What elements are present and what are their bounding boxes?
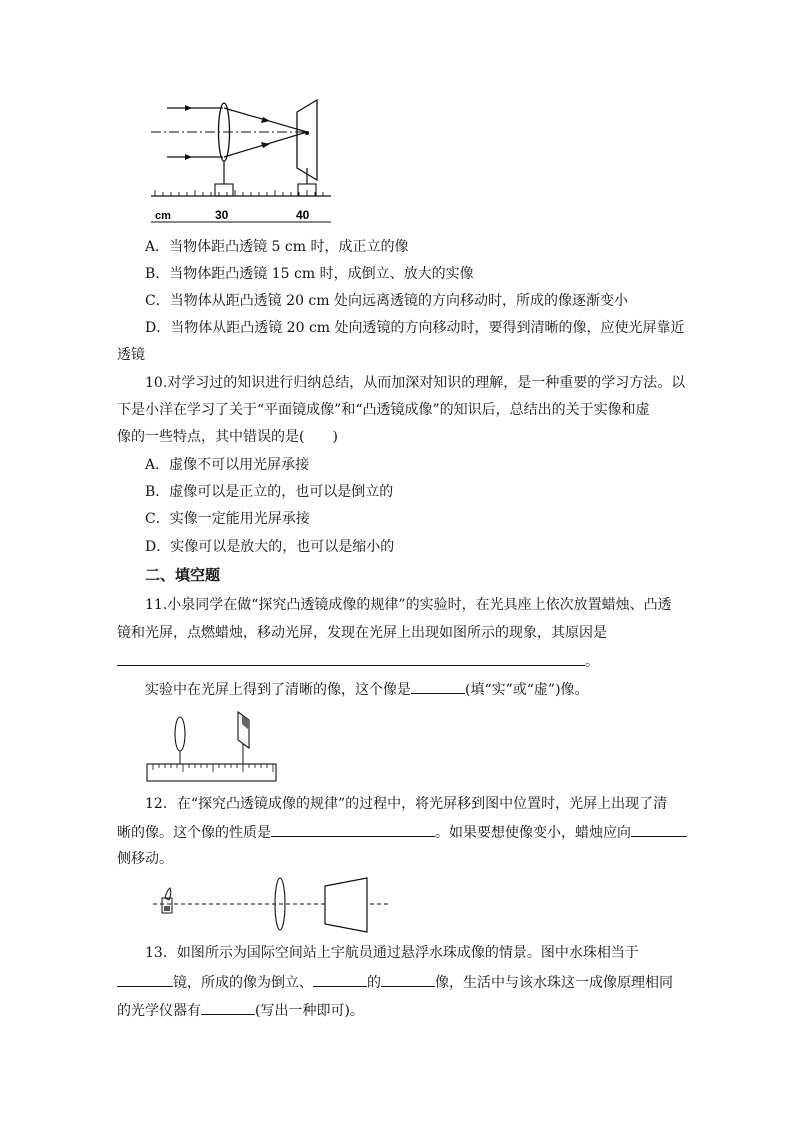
q10-stem-line3: 像的一些特点，其中错误的是( ) [117,429,338,445]
q13-stem-line2: 镜，所成的像为倒立、 的 像，生活中与该水珠这一成像原理相同 [117,971,673,993]
q13-lens-type-blank[interactable] [117,971,173,987]
q12-image-property-blank[interactable] [271,821,435,837]
q13-size-blank[interactable] [313,971,367,987]
q11-stem-line4: 实验中在光屏上得到了清晰的像，这个像是 (填“实”或“虚”)像。 [145,678,589,700]
q13-instrument-blank[interactable] [201,999,255,1015]
q10-option-d: D．实像可以是放大的，也可以是缩小的 [145,539,395,555]
q12-stem-line2: 晰的像。这个像的性质是 。如果要想使像变小，蜡烛应向 [117,821,687,843]
q9-option-a: A．当物体距凸透镜 5 cm 时，成正立的像 [145,239,409,255]
q13-stem-line3: 的光学仪器有 (写出一种即可)。 [117,999,364,1021]
q10-option-c: C．实像一定能用光屏承接 [145,511,310,527]
q10-stem-line2: 下是小洋在学习了关于“平面镜成像”和“凸透镜成像”的知识后，总结出的关于实像和虚 [117,402,650,418]
q13-stem-line1: 13．如图所示为国际空间站上宇航员通过悬浮水珠成像的情景。图中水珠相当于 [145,945,639,961]
q10-option-b: B．虚像可以是正立的，也可以是倒立的 [145,484,394,500]
candle-lens-screen-axis-figure [145,874,395,936]
ruler-unit-label: cm [155,210,171,222]
q11-image-type-blank[interactable] [411,678,465,694]
q12-stem-line1: 12．在“探究凸透镜成像的规律”的过程中，将光屏移到图中位置时，光屏上出现了清 [145,796,668,812]
ruler-tick-40: 40 [296,208,310,222]
q9-option-d-cont: 透镜 [117,347,145,363]
q11-stem-line2: 镜和光屏，点燃蜡烛，移动光屏，发现在光屏上出现如图所示的现象，其原因是 [117,625,607,641]
q9-option-d: D．当物体从距凸透镜 20 cm 处向透镜的方向移动时，要得到清晰的像，应使光屏靠近 [145,320,685,336]
q10-option-a: A．虚像不可以用光屏承接 [145,457,310,473]
lens-focus-figure [145,92,345,227]
ruler-tick-30: 30 [215,208,229,222]
q11-stem-line1: 11.小泉同学在做“探究凸透镜成像的规律”的实验时，在光具座上依次放置蜡烛、凸透 [145,597,672,613]
q9-option-c: C．当物体从距凸透镜 20 cm 处向远离透镜的方向移动时，所成的像逐渐变小 [145,293,628,309]
q11-reason-blank[interactable] [117,650,585,666]
q12-stem-line3: 侧移动。 [117,851,173,867]
q9-option-b: B．当物体距凸透镜 15 cm 时，成倒立、放大的实像 [145,266,474,282]
q11-answer-line: 。 [117,650,599,672]
q12-direction-blank[interactable] [631,821,687,837]
section-heading-fill-blank: 二、填空题 [145,566,221,584]
q10-stem-line1: 10.对学习过的知识进行归纳总结，从而加深对知识的理解，是一种重要的学习方法。以 [145,375,686,391]
candle-lens-screen-ruler-figure [145,704,280,784]
q13-image-type-blank[interactable] [381,971,435,987]
